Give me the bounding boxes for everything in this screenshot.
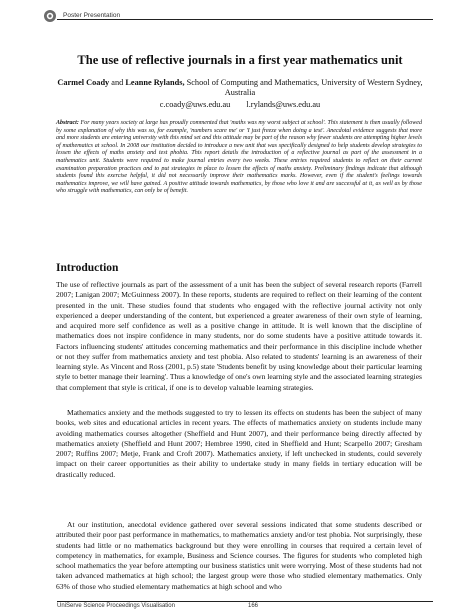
email-line [40,100,440,109]
header-divider [57,19,433,20]
footer-proceedings-name: UniServe Science Proceedings Visualisation [57,603,175,609]
page-number: 166 [248,603,259,609]
section-heading-introduction: Introduction [56,262,119,274]
header-label: Poster Presentation [63,12,121,19]
email-1: c.coady@uws.edu.au [159,100,231,109]
uniserve-logo-icon [43,9,57,23]
abstract-label: Abstract: [56,120,79,126]
intro-paragraph-2: Mathematics anxiety and the methods suggested to try to lessen its effects on students has been the subject of many books, web sites and educational articles in recent years. The effects of mathematics anxiety on students include many avoiding mathematics courses altogether (Sheffield and Hunt 2007), and their performance being directly affected by mathematics anxiety (Sheffield and Hunt 2007; Hembree 1990, cited in Sheffield and Hunt; Scarpello 2007; Gresham 2007; Ruffins 2007; Metje, Frank and Croft 2007). Mathematics anxiety, if left unchecked in students, could severely impact on their career opportunities as their ability to undertake study in many fields in tertiary education will be drastically reduced. [56,408,422,479]
footer-divider [57,601,433,602]
intro-paragraph-3: At our institution, anecdotal evidence gathered over several sessions indicated that some students described or attributed their poor past performance in mathematics, to mathematics anxiety and/or test phobia. Not surprisingly, these students had little or no mathematics background but they were enrolling in courses that required a certain level of competency in mathematics, for example, Business and Science courses. The figures for students who completed high school mathematics the year before attempting our business statistics unit were worrying. Most of these students had not taken advanced mathematics at high school; the largest group were those who studied elementary mathematics. Only 63% of those who studied elementary mathematics at high school and who [56,520,422,591]
intro-paragraph-1: The use of reflective journals as part of the assessment of a unit has been the subject of several research reports (Farrell 2007; Lanigan 2007; McGuinness 2007). In these reports, students are required to reflect on their learning of the content presented in the unit. These studies found that students who engaged with the reflective journal activity not only experienced a deeper understanding of the content, but experienced a greater awareness of their own style of learning, and acquired more self confidence as well as a positive change in attitude. It is well known that the discipline of mathematics does not inspire confidence in many students, nor do some students have a positive attitude towards it. Factors influencing students' attitudes concerning mathematics and their performance in this discipline include whether or not they suffer from mathematics anxiety and test phobia. Also related to students' learning is an awareness of their learning style. As Vincent and Ross (2001, p.5) state 'Students benefit by using knowledge about their particular learning style to better manage their learning'. Thus a knowledge of one's own learning style and the associated learning strategies that complement that style is critical, if one is to develop valuable learning strategies. [56,280,422,392]
abstract-text: For many years society at large has proudly commented that 'maths was my worst subject at school'. This statement is then usually followed by some explanation of why this was so, for example, 'numbers scare me' or 'I just freeze when doing a test'. Anecdotal evidence suggests that more and more students are entering university with this mind set and this attitude may be part of the reason why fewer students are attempting higher levels of mathematics at school. In 2008 our institution decided to introduce a new unit that was specifically designed to help students develop strategies to lessen the effects of maths anxiety and test phobia. This report details the introduction of a reflective journal as part of the assessment in a mathematics unit. Students were required to make journal entries every two weeks. These entries required students to reflect on their current examination preparation practices and to put strategies in place to lessen the effects of maths anxiety. Preliminary findings indicate that although students found this exercise helpful, it did not necessarily improve their mathematics marks. However, even if the student's feelings towards mathematics improve, we will have gained. A positive attitude towards mathematics, by those who love it and are successful at it, as well as by those who struggle with mathematics, can only be of benefit. [56,120,422,195]
author-1: Carmel Coady [57,78,110,87]
author-line [50,78,430,98]
affiliation: School of Computing and Mathematics, University of Western Sydney, Australia [184,78,423,97]
abstract [56,120,422,196]
email-2: l.rylands@uws.edu.au [246,100,321,109]
author-2: Leanne Rylands, [125,78,185,87]
paper-title: The use of reflective journals in a first year mathematics unit [77,53,403,67]
author-conjunction: and [109,78,126,87]
